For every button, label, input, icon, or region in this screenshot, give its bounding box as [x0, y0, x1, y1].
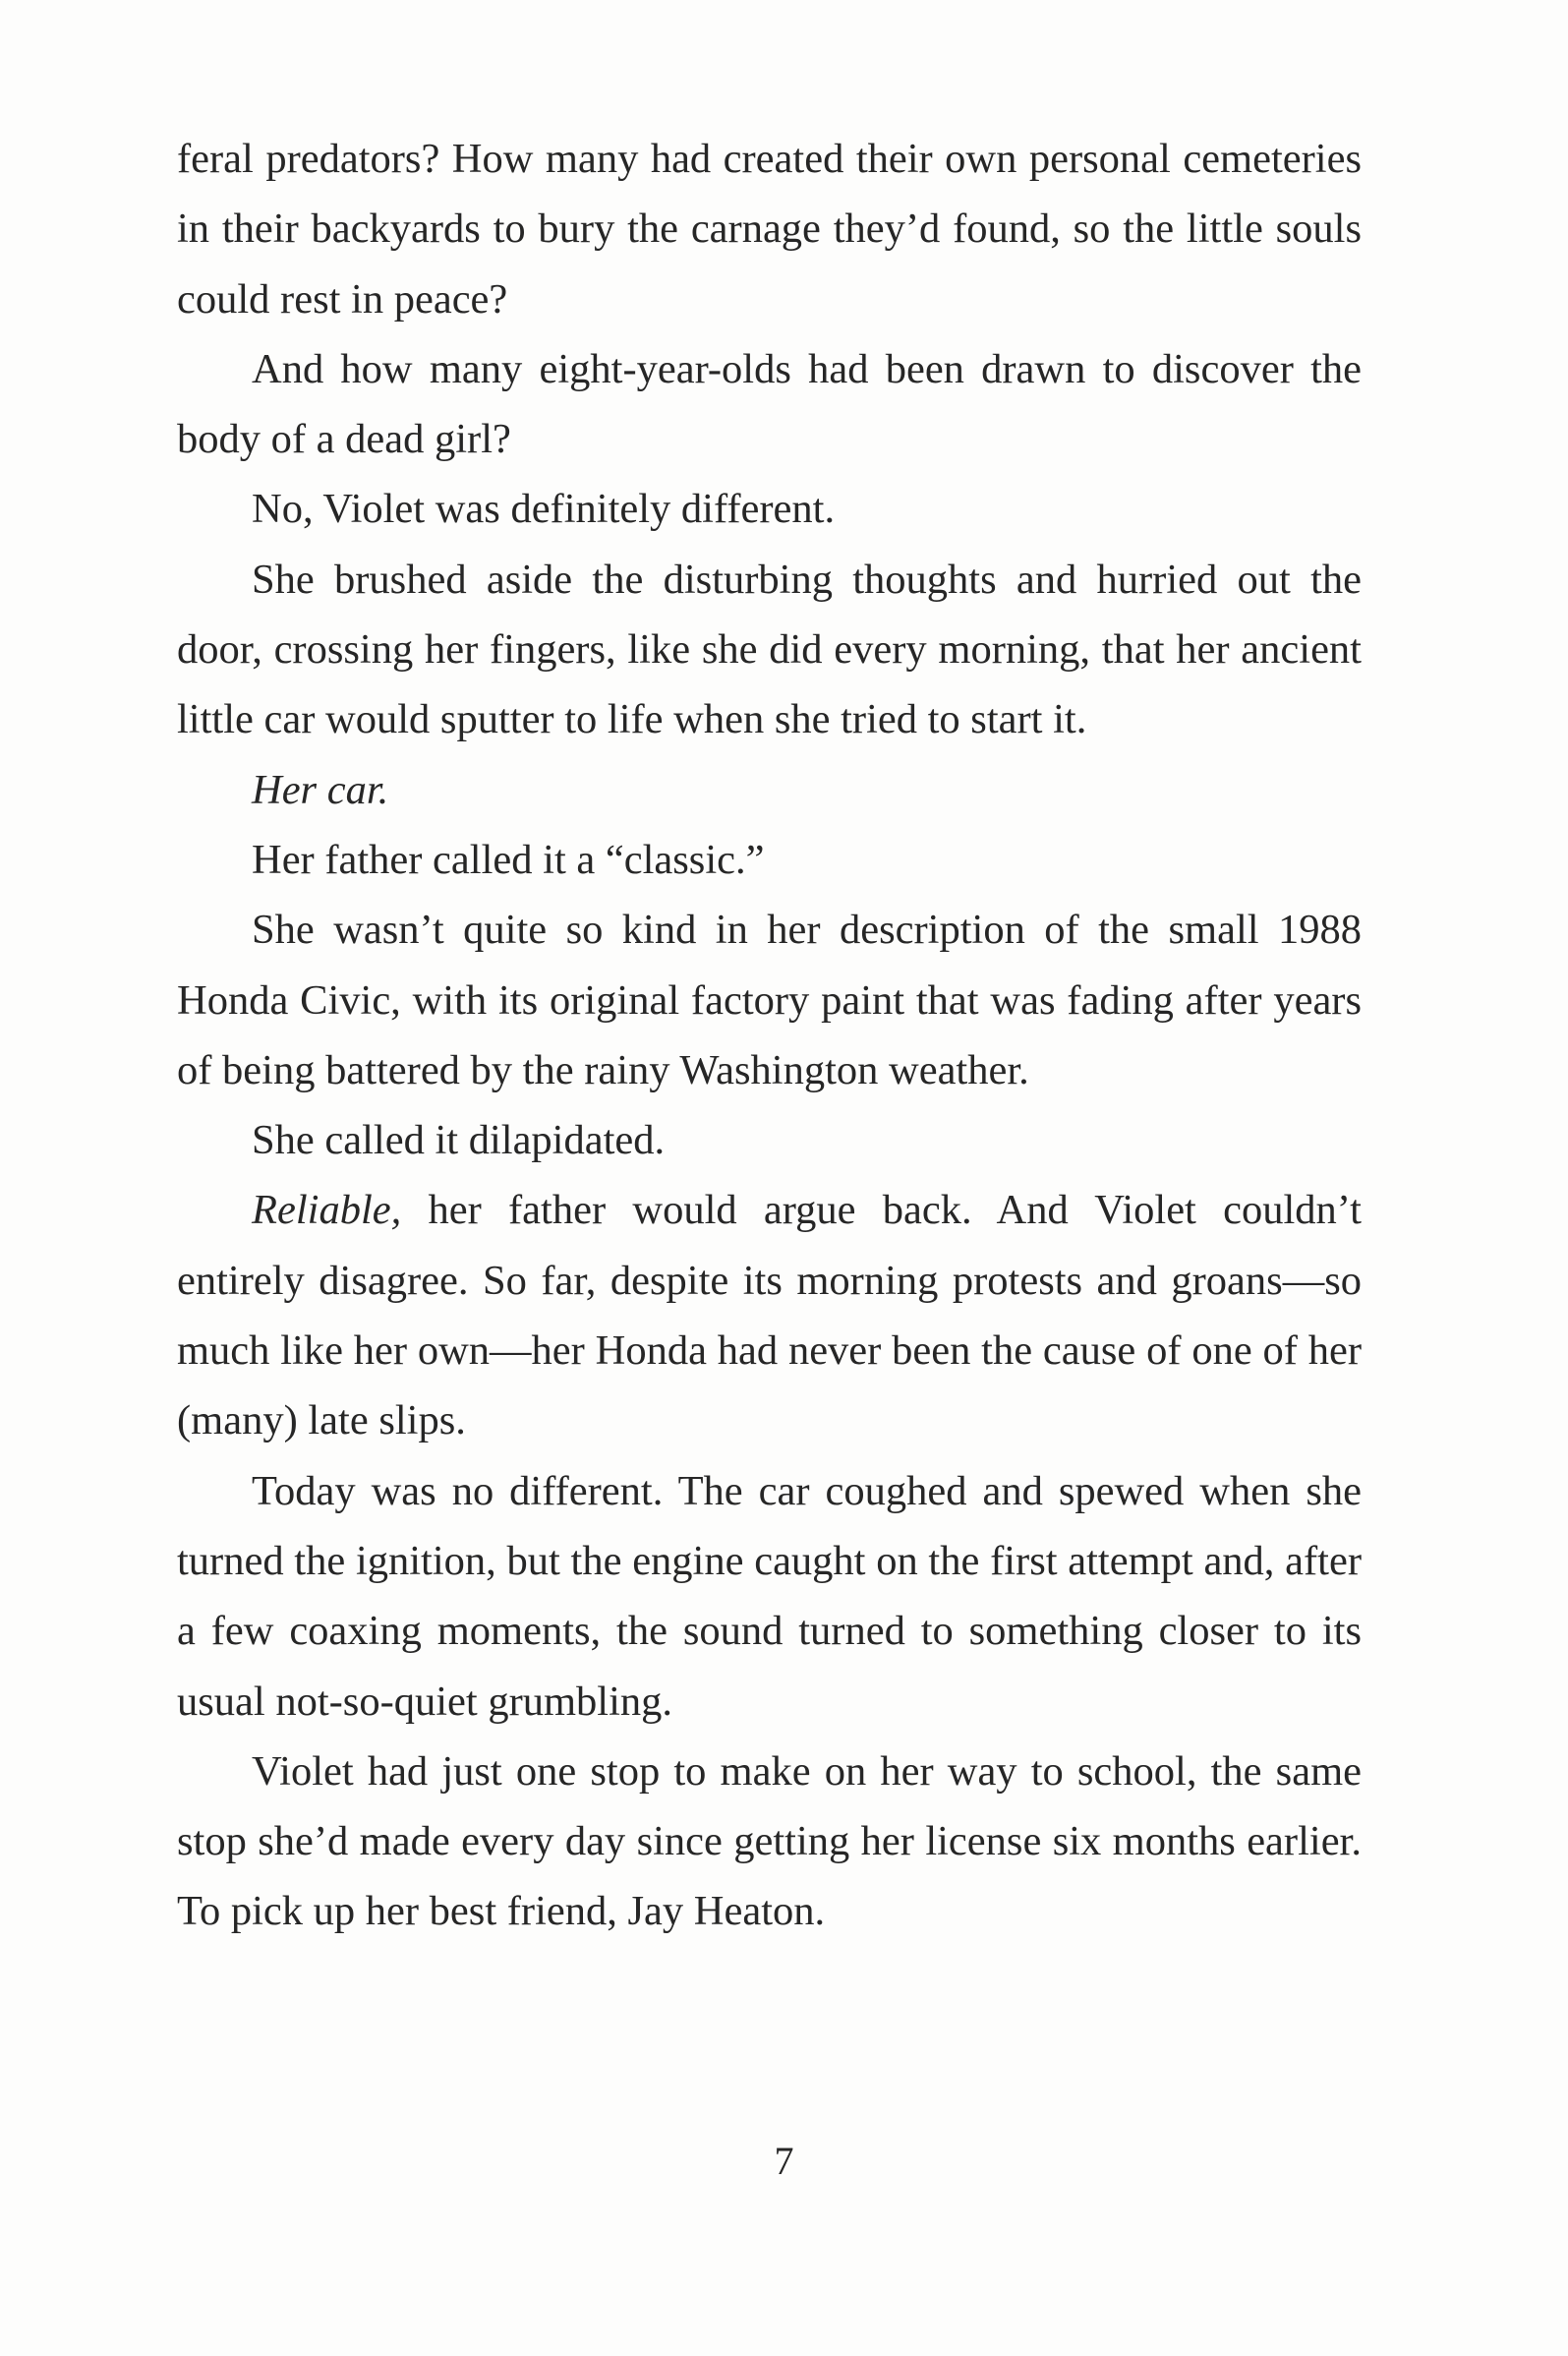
paragraph: Her father called it a “classic.”	[252, 836, 765, 883]
italic-lead-word: Reliable,	[252, 1187, 402, 1234]
paragraph: feral predators? How many had created their own personal cemeteries in their backyards to bury the carnage they’d found, so the little souls could rest in peace?	[177, 136, 1362, 323]
paragraph: Today was no different. The car coughed and spewed when she turned the ignition, but the engine caught on the first attempt and, after a few coaxing moments, the sound turned to something closer to its usual not-so-quiet grumbling.	[177, 1467, 1362, 1725]
paragraph-text: her father would argue back. And Violet couldn’t entirely disagree. So far, despite its morning protests and groans—so much like her own—her Honda had never been the cause of one of her (many) late slips.	[177, 1187, 1362, 1444]
paragraph-italic: Her car.	[252, 766, 389, 813]
paragraph: She wasn’t quite so kind in her description of the small 1988 Honda Civic, with its original factory paint that was fading after years of being battered by the rainy Washington weather.	[177, 907, 1362, 1093]
paragraph: Violet had just one stop to make on her way to school, the same stop she’d made every day since getting her license six months earlier. To pick up her best friend, Jay Heaton.	[177, 1747, 1362, 1935]
paragraph: She brushed aside the disturbing thoughts and hurried out the door, crossing her fingers, like she did every morning, that her ancient little car would sputter to life when she tried to start it.	[177, 556, 1362, 743]
paragraph: No, Violet was definitely different.	[252, 486, 836, 533]
paragraph: She called it dilapidated.	[252, 1117, 666, 1164]
paragraph: And how many eight-year-olds had been drawn to discover the body of a dead girl?	[177, 345, 1362, 463]
page-number: 7	[774, 2139, 794, 2183]
body-text	[177, 124, 1362, 1947]
paragraph	[177, 1175, 1362, 1455]
